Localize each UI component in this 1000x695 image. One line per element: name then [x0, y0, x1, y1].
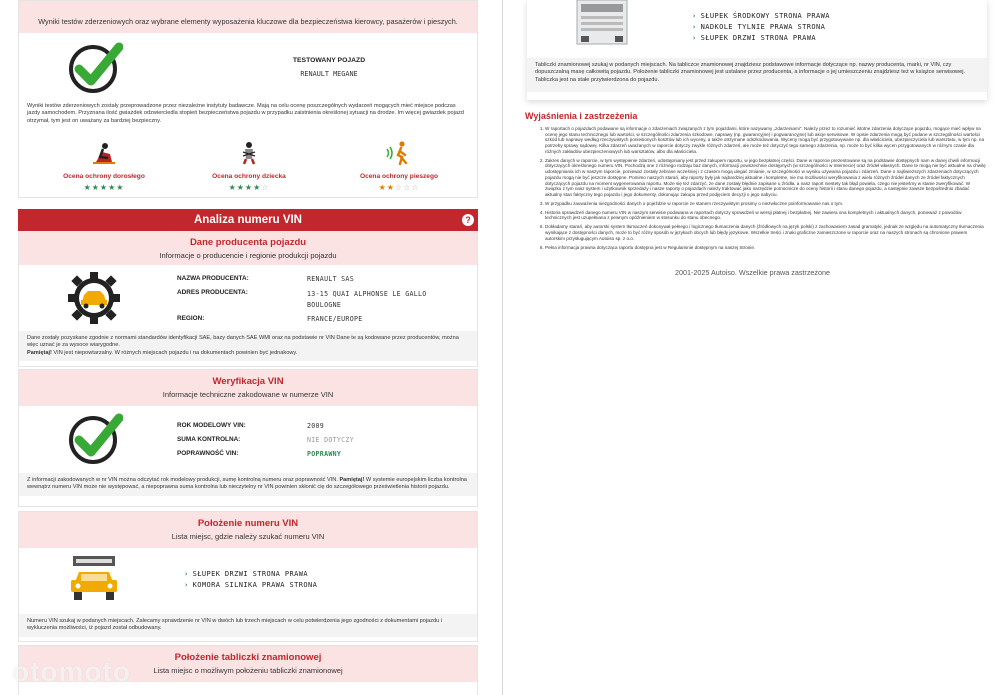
verify-subtitle: Informacje techniczne zakodowane w numerze VIN	[162, 390, 334, 399]
plate-location-item: › NADKOLE TYLNIE PRAWA STRONA	[692, 23, 826, 31]
verify-card	[18, 369, 478, 507]
location-subtitle: Lista miejsc, gdzie należy szukać numeru VIN	[171, 532, 325, 541]
help-icon[interactable]: ?	[462, 214, 474, 226]
child-seat-icon	[236, 140, 262, 166]
rating-adult	[49, 140, 159, 192]
tested-vehicle	[259, 57, 399, 78]
verify-title: Weryfikacja VIN	[212, 376, 284, 387]
vin-plate-icon	[575, 0, 629, 46]
safety-card	[18, 0, 478, 198]
verify-note-bold: Pamiętaj!	[339, 477, 365, 483]
producer-note	[19, 331, 477, 361]
car-vin-plate-icon	[67, 556, 121, 602]
rating-adult-stars: ★★★★★	[83, 183, 125, 192]
plate-title: Położenie tabliczki znamionowej	[174, 652, 322, 663]
producer-note-tail: VIN jest niepowtarzalny. W różnych miejscach pojazdu i na dokumentach powinien być jednakowy.	[51, 349, 298, 356]
rating-pedestrian-stars: ★★☆☆☆	[378, 183, 420, 192]
model-year-value: 2009	[307, 422, 325, 430]
explanation-item: 1. W raportach o pojazdach podawane są informacje o zdarzeniach związanych z tym pojazdami, które nazywamy „zdarzeniami”. Należy przez to rozumieć istotne zdarzenia dotyczące pojazdu, mogące mieć wpływ na ocenę jego stanu technicznego lub wartości, w szczególności zdarzenia szkodowe, naprawy (np. gwarancyjne) i pogwarancyjne) lub akcje serwisowe. W opisie zdarzenia mogą być podane w szczególności wartości szkód lub naprawy według rzeczywistych poniesionych kosztów lub ich wyceny, a także otrzymane odszkodowania. Wyceny mogą być przygotowywane np. dla właściciela, ubezpieczyciela lub warsztatu, w tym np. na potrzeby sprawy sądowej. Kilka zdarzeń uważanych w raporcie dotyczy zwykle różnych zdarzeń, ale może też dotyczyć tego samego zdarzenia, np. może to być kilka wycen przygotowanych w różnym czasie dla różnych zakładów ubezpieczeniowych lub warsztatów, albo dla właściciela.	[545, 126, 987, 155]
rating-child-label: Ocena ochrony dziecka	[212, 173, 286, 180]
vin-location-item: › KOMORA SILNIKA PRAWA STRONA	[184, 581, 318, 589]
checksum-value: NIE DOTYCZY	[307, 436, 354, 444]
explanation-item: 2. Zakres danych w raporcie, w tym występienie zdarzeń, udostępniany jest przed zakupem raportu, w jego bezpłatnej części. Dane w raporcie prezentowane są na podstawie dostępnych nam w danej chwili informacji dotyczących określonego numeru VIN. Pochodzą one z różnego rodzaju baz danych, informacji powszechnie dostępnych (w szczególności w Internecie) oraz źródeł własnych. Dane te mogą nie być aktualne na chwilę udostępniania ich w naszym raporcie, ponieważ zostały zebrane wcześniej i z czasem mogą ulegać zmianie, w szczególności w wyniku używania pojazdu i zdarzeń. Dane o najświeższych zdarzeniach dotyczących pojazdu mogą nie być jeszcze dostępne. Pomimo naszych starań, aby raporty były jak najbardziej aktualne i kompletne, nie ma możliwości weryfikowania z wielu różnych źródeł danych ze źródeł faktycznych dotyczących pojazdu na moment wygenerowania raportu. Może się też zdarzyć, że dane zostały błędnie zapisane u źródła, a nasz raport niestety tak błąd powiela, czego nie jesteśmy w stanie zweryfikować. W związku z tym nasz system i użytkownik sprzedaży i nasze raporty o pojazdach należy traktować jako narzędzie pomocnicze do oceny historii i stanu danego pojazdu, a następnie zawsze bezpośrednio zbadać aktualny stan faktyczny tego pojazdu i jego dokumenty, dokonując zakupu przed podjęciem decyzji o jego nabyciu.	[545, 158, 987, 198]
report-page-right	[505, 0, 1000, 695]
plate-location-item: › SŁUPEK DRZWI STRONA PRAWA	[692, 34, 816, 42]
producer-note-text: Dane zostały pozyskane zgodnie z normami standardów identyfikacji SAE, bazy danych SAE WMI oraz na podstawie nr VIN Dane te są kodowane przez producentów, można więc uznać je za wysoce wiarygodne.	[27, 335, 459, 349]
rating-pedestrian-label: Ocena ochrony pieszego	[359, 173, 439, 180]
producer-header	[19, 231, 477, 265]
vin-validity-value: POPRAWNY	[307, 450, 342, 458]
model-year-label: ROK MODELOWY VIN:	[177, 422, 246, 429]
explanations-title: Wyjaśnienia i zastrzeżenia	[525, 111, 638, 121]
location-title: Położenie numeru VIN	[197, 518, 299, 529]
producer-region-value: FRANCE/EUROPE	[307, 315, 363, 323]
producer-address-value: 13-15 QUAI ALPHONSE LE GALLO	[307, 290, 427, 298]
producer-region-label: REGION:	[177, 315, 205, 322]
producer-title: Dane producenta pojazdu	[189, 237, 307, 248]
adult-seat-icon	[91, 140, 117, 166]
producer-address-city: BOULOGNE	[307, 301, 342, 309]
vin-location-list	[184, 570, 317, 589]
verify-note	[19, 473, 477, 496]
producer-name-value: RENAULT SAS	[307, 275, 354, 283]
producer-subtitle: Informacje o producencie i regionie produkcji pojazdu	[159, 251, 337, 260]
rating-child	[194, 140, 304, 192]
pedestrian-icon	[385, 140, 413, 166]
arrow-right-icon: ›	[184, 570, 189, 578]
arrow-right-icon: ›	[692, 23, 697, 31]
check-badge-icon	[67, 39, 123, 95]
vin-analysis-header	[18, 209, 478, 231]
plate-location-item: › SŁUPEK ŚRODKOWY STRONA PRAWA	[692, 12, 830, 20]
arrow-right-icon: ›	[184, 581, 189, 589]
rating-adult-label: Ocena ochrony dorosłego	[63, 173, 145, 180]
explanation-item: 3. W przypadku zauważenia niezgodności danych o pojeździe w raporcie ze stanem rzeczywistym prosimy o niezwłoczne poinformowanie nas o tym.	[545, 201, 987, 207]
verify-note-a: Z informacji zakodowanych w nr VIN można odczytać rok modelowy produkcji, sumę kontrolną numeru oraz poprawność VIN.	[27, 477, 340, 483]
explanation-item: 5. Dokładamy starań, aby autorski system tłumaczeń dokonywał pełnego i logicznego tłumaczenia danych (źródłowych na język polski) z zachowaniem zasad gramatyki, jednak ze względu na automatyczny tłumaczenia wynikające z dostępności danych, może to być różny sposób w językach obcych lub błędy językowe. Wszelkie treści i znaki graficzne zamieszczone w raporcie oraz na naszych stronach są chronione prawem autorskim przysługującym Autoiso sp. z o.o.	[545, 224, 987, 241]
plate-subtitle: Lista miejsc o możliwym położeniu tabliczki znamionowej	[153, 666, 343, 675]
explanations-list	[535, 126, 987, 253]
vin-analysis-title: Analiza numeru VIN	[194, 214, 302, 226]
plate-location-list	[692, 12, 830, 42]
producer-note-bold: Pamiętaj!	[27, 349, 52, 356]
producer-address-label: ADRES PRODUCENTA:	[177, 289, 248, 296]
rating-pedestrian	[344, 140, 454, 192]
safety-intro: Wyniki testów zderzeniowych oraz wybrane elementy wyposażenia kluczowe dla bezpieczeństwa kierowcy, pasażerów i pieszych.	[38, 17, 458, 26]
vin-validity-label: POPRAWNOŚĆ VIN:	[177, 450, 239, 457]
plate-card-continued	[527, 0, 987, 100]
tested-vehicle-value: RENAULT MEGANE	[300, 70, 358, 78]
tested-vehicle-label: TESTOWANY POJAZD	[292, 57, 366, 64]
check-badge-icon	[67, 410, 123, 466]
producer-card	[18, 231, 478, 367]
explanation-item: 4. Historia sprawdzeń danego numeru VIN w naszym serwisie podawana w raportach dotyczy sprawdzeń w wersji płatnej i bezpłatnej. Nie zawiera ona kompletnych i aktualnych danych, ponieważ z powodów technicznych jest uzupełniana z pewnym opóźnieniem w stosunku do stanu obecnego.	[545, 210, 987, 221]
checksum-label: SUMA KONTROLNA:	[177, 436, 241, 443]
page-divider	[502, 0, 503, 695]
arrow-right-icon: ›	[692, 12, 697, 20]
location-note: Numeru VIN szukaj w podanych miejscach. Zalecamy sprawdzenie nr VIN w dwóch lub trzech miejscach w celu potwierdzenia jego zgodności z dokumentami pojazdu i wykluczenia możliwości, iż pojazd został odbudowany.	[19, 614, 477, 637]
location-header	[19, 512, 477, 548]
rating-child-stars: ★★★★☆	[228, 183, 270, 192]
otomoto-watermark: otomoto	[12, 656, 131, 687]
copyright-footer: 2001-2025 Autoiso. Wszelkie prawa zastrzeżone	[674, 268, 830, 277]
vin-location-item: › SŁUPEK DRZWI STRONA PRAWA	[184, 570, 308, 578]
location-card	[18, 511, 478, 642]
safety-header	[19, 1, 477, 33]
plate-note: Tabliczki znamionowej szukaj w podanych miejscach. Na tabliczce znamionowej znajdziesz podstawowe informacje dotyczące np. nazwy producenta, marki, nr VIN, czy dopuszczalną masę całkowitą pojazdu. Położenie tabliczki znamionowej jest ustalane przez producenta, a informacje o jej umieszczeniu znajdziesz też w książce serwisowej. Tabliczka jest na stałe przytwierdzona do pojazdu.	[527, 58, 987, 92]
arrow-right-icon: ›	[692, 34, 697, 42]
verify-note-b: W systemie europejskim liczba kontrolna wewnątrz numeru VIN może nie występować, a niepoprawna suma kontrolna lub nieczytelny nr VIN powinien skłonić cię do szczegółowego prześwietlenia historii pojazdu.	[27, 477, 467, 491]
explanation-item: 6. Pełna informacja prawna dotycząca raportu dostępna jest w Regulaminie dostępnym na naszej Stronie.	[545, 245, 987, 251]
verify-header	[19, 370, 477, 406]
safety-description: Wyniki testów zderzeniowych zostały przeprowadzone przez niezależne instytuty badawcze. Mają na celu ocenę poszczególnych wydarzeń mogących mieć miejsce podczas jazdy samochodem. Przyznana ilość gwiazdek odzwierciedla stopień bezpieczeństwa pojazdu w przypadku zaistnienia określonej sytuacji na drodze. Im więcej gwiazdek pojazd otrzymał, tym jest on uważany za bardziej bezpieczny.	[19, 99, 477, 129]
producer-name-label: NAZWA PRODUCENTA:	[177, 275, 249, 282]
factory-gear-car-icon	[67, 271, 121, 325]
